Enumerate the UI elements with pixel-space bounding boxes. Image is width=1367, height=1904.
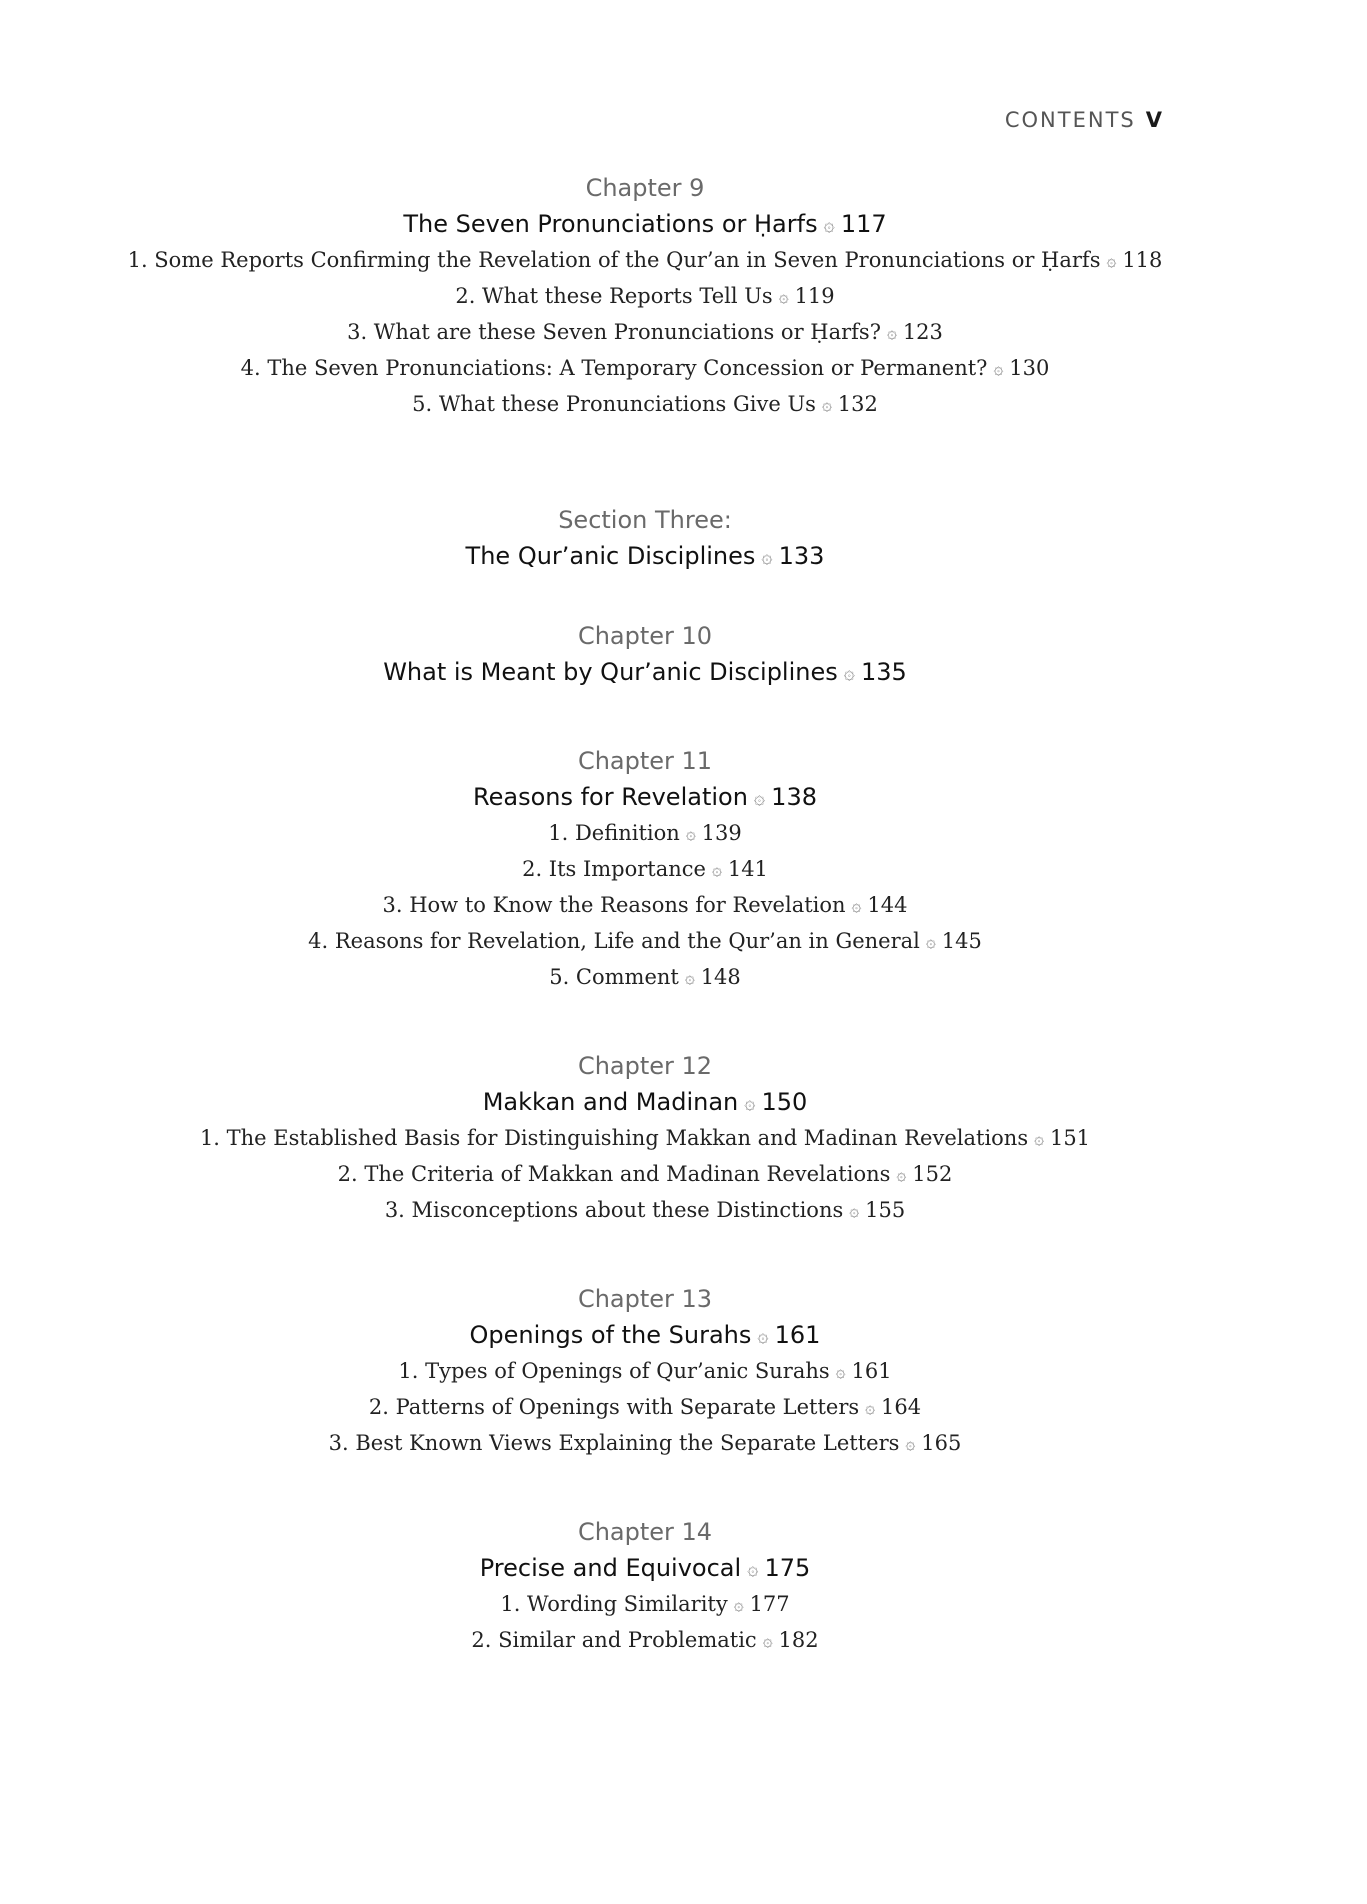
page-number: 119 <box>794 284 835 308</box>
toc-entry[interactable] <box>0 314 1290 350</box>
toc-entry[interactable] <box>0 1353 1290 1389</box>
page-number: 182 <box>778 1628 819 1652</box>
title-text: Openings of the Surahs <box>469 1321 752 1349</box>
ornament-icon: ۞ <box>835 1361 846 1381</box>
title-text: What is Meant by Qur’anic Disciplines <box>383 658 838 686</box>
chapter-block <box>0 618 1290 690</box>
entry-text: 1. The Established Basis for Distinguishing Makkan and Madinan Revelations <box>199 1126 1029 1150</box>
title-text: The Qur’anic Disciplines <box>465 542 756 570</box>
ornament-icon: ۞ <box>757 1324 769 1347</box>
ornament-icon: ۞ <box>684 967 695 987</box>
toc-entry[interactable] <box>0 1425 1290 1461</box>
page-number: 135 <box>861 658 907 686</box>
toc-entry[interactable] <box>0 386 1290 422</box>
page-number: 152 <box>912 1162 953 1186</box>
page-number: 118 <box>1122 248 1163 272</box>
chapter-title[interactable] <box>0 1317 1290 1353</box>
title-text: The Seven Pronunciations or Ḥarfs <box>403 210 818 238</box>
running-head <box>1005 108 1162 132</box>
ornament-icon: ۞ <box>744 1091 756 1114</box>
page-number: 144 <box>867 893 908 917</box>
ornament-icon: ۞ <box>896 1164 907 1184</box>
chapter-label: Chapter 11 <box>577 747 713 775</box>
ornament-icon: ۞ <box>753 786 766 809</box>
ornament-icon: ۞ <box>886 322 897 342</box>
entry-text: 1. Wording Similarity <box>500 1592 728 1616</box>
chapter-label: Chapter 14 <box>577 1518 713 1546</box>
running-title: CONTENTS <box>1004 108 1136 132</box>
chapter-block <box>0 1514 1290 1658</box>
ornament-icon: ۞ <box>993 358 1004 378</box>
toc-entry[interactable] <box>0 242 1290 278</box>
ornament-icon: ۞ <box>1106 250 1117 270</box>
page-folio: V <box>1145 108 1162 132</box>
page-number: 123 <box>902 320 943 344</box>
entry-text: 4. The Seven Pronunciations: A Temporary Concession or Permanent? <box>240 356 988 380</box>
chapter-label: Chapter 12 <box>577 1052 713 1080</box>
ornament-icon: ۞ <box>865 1397 876 1417</box>
chapter-title[interactable] <box>0 206 1290 242</box>
entry-text: 2. Patterns of Openings with Separate Letters <box>368 1395 860 1419</box>
title-text: Makkan and Madinan <box>482 1088 739 1116</box>
page-number: 164 <box>881 1395 922 1419</box>
toc-entry[interactable] <box>0 1586 1290 1622</box>
toc-entry[interactable] <box>0 851 1290 887</box>
chapter-block <box>0 743 1290 995</box>
ornament-icon: ۞ <box>925 931 936 951</box>
toc-entry[interactable] <box>0 887 1290 923</box>
toc-entry[interactable] <box>0 1156 1290 1192</box>
ornament-icon: ۞ <box>761 545 773 568</box>
chapter-label: Chapter 10 <box>577 622 713 650</box>
ornament-icon: ۞ <box>747 1557 759 1580</box>
ornament-icon: ۞ <box>711 859 722 879</box>
ornament-icon: ۞ <box>849 1200 860 1220</box>
page-number: 148 <box>700 965 741 989</box>
toc-entry[interactable] <box>0 959 1290 995</box>
toc-entry[interactable] <box>0 350 1290 386</box>
page-number: 150 <box>761 1088 808 1116</box>
entry-text: 1. Types of Openings of Qur’anic Surahs <box>398 1359 830 1383</box>
toc-entry[interactable] <box>0 815 1290 851</box>
page-number: 132 <box>837 392 878 416</box>
entry-text: 3. What are these Seven Pronunciations or Ḥarfs? <box>347 320 881 344</box>
table-of-contents <box>0 170 1290 1658</box>
ornament-icon: ۞ <box>905 1433 916 1453</box>
toc-entry[interactable] <box>0 1192 1290 1228</box>
entry-text: 5. Comment <box>549 965 679 989</box>
ornament-icon: ۞ <box>1034 1128 1044 1148</box>
entry-text: 1. Definition <box>548 821 680 845</box>
chapter-title[interactable] <box>0 654 1290 690</box>
toc-entry[interactable] <box>0 1622 1290 1658</box>
page-number: 151 <box>1049 1126 1091 1150</box>
page-number: 130 <box>1009 356 1050 380</box>
chapter-label: Chapter 9 <box>585 174 705 202</box>
chapter-title[interactable] <box>0 1084 1290 1120</box>
entry-text: 2. The Criteria of Makkan and Madinan Revelations <box>337 1162 891 1186</box>
chapter-label: Chapter 13 <box>577 1285 713 1313</box>
entry-text: 1. Some Reports Confirming the Revelation of the Qur’an in Seven Pronunciations or Ḥarfs <box>127 248 1101 272</box>
section-label: Section Three: <box>558 506 732 534</box>
page-number: 155 <box>865 1198 906 1222</box>
page-number: 139 <box>701 821 742 845</box>
page-number: 138 <box>771 783 817 811</box>
ornament-icon: ۞ <box>823 213 835 236</box>
section-title[interactable] <box>0 538 1290 574</box>
entry-text: 3. How to Know the Reasons for Revelation <box>382 893 846 917</box>
title-text: Reasons for Revelation <box>473 783 748 811</box>
toc-entry[interactable] <box>0 1120 1290 1156</box>
ornament-icon: ۞ <box>851 895 862 915</box>
section-block <box>0 502 1290 574</box>
entry-text: 2. Similar and Problematic <box>471 1628 757 1652</box>
page-number: 161 <box>774 1321 821 1349</box>
ornament-icon: ۞ <box>733 1594 744 1614</box>
toc-entry[interactable] <box>0 1389 1290 1425</box>
page-number: 141 <box>727 857 768 881</box>
entry-text: 3. Misconceptions about these Distinctions <box>384 1198 844 1222</box>
page-number: 117 <box>840 210 887 238</box>
page-number: 161 <box>851 1359 892 1383</box>
chapter-title[interactable] <box>0 779 1290 815</box>
chapter-block <box>0 170 1290 422</box>
entry-text: 4. Reasons for Revelation, Life and the Qur’an in General <box>308 929 920 953</box>
toc-entry[interactable] <box>0 923 1290 959</box>
chapter-block <box>0 1048 1290 1228</box>
entry-text: 2. What these Reports Tell Us <box>455 284 773 308</box>
page-number: 133 <box>778 542 825 570</box>
entry-text: 2. Its Importance <box>522 857 706 881</box>
page-number: 165 <box>921 1431 962 1455</box>
ornament-icon: ۞ <box>843 661 855 684</box>
chapter-title[interactable] <box>0 1550 1290 1586</box>
ornament-icon: ۞ <box>778 286 789 306</box>
ornament-icon: ۞ <box>762 1630 773 1650</box>
ornament-icon: ۞ <box>821 394 832 414</box>
page-number: 145 <box>941 929 982 953</box>
entry-text: 5. What these Pronunciations Give Us <box>412 392 816 416</box>
toc-entry[interactable] <box>0 278 1290 314</box>
title-text: Precise and Equivocal <box>479 1554 742 1582</box>
entry-text: 3. Best Known Views Explaining the Separate Letters <box>328 1431 900 1455</box>
chapter-block <box>0 1281 1290 1461</box>
page-number: 177 <box>749 1592 790 1616</box>
ornament-icon: ۞ <box>685 823 696 843</box>
page-number: 175 <box>764 1554 811 1582</box>
